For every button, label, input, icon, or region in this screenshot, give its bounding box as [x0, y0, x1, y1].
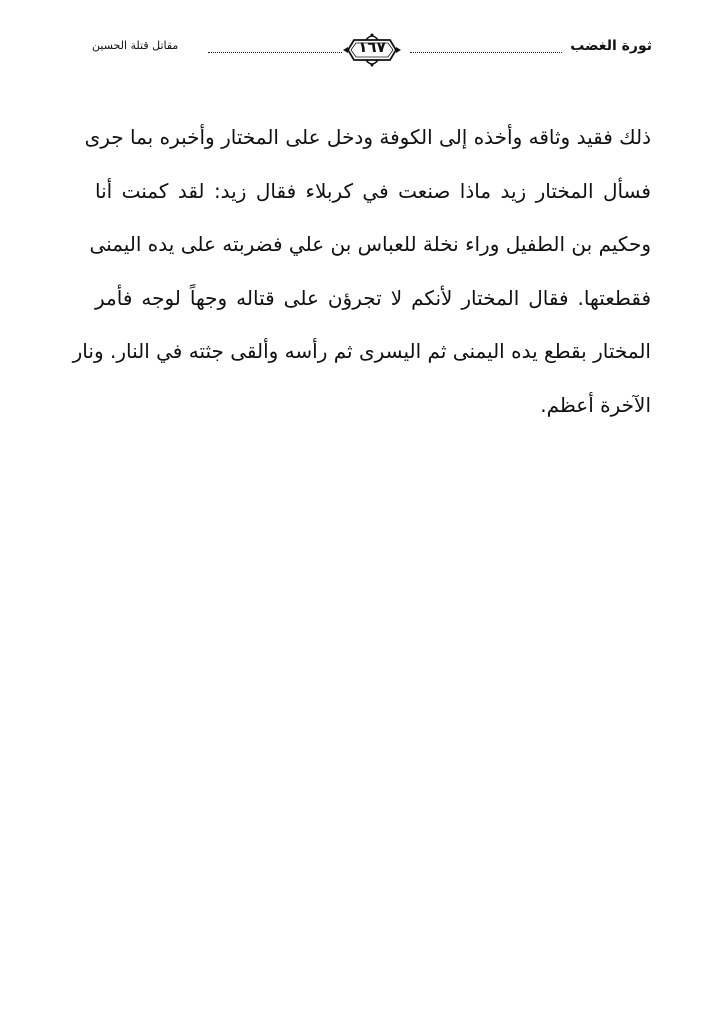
- page-number: ١٦٧: [358, 38, 386, 56]
- text-line: ذلك فقيد وثاقه وأخذه إلى الكوفة ودخل على المختار وأخبره بما جرى: [84, 125, 651, 149]
- text-line: فقطعتها. فقال المختار لأنكم لا تجرؤن على قتاله وجهاً لوجه فأمر: [95, 285, 651, 310]
- text-line: فسأل المختار زيد ماذا صنعت في كربلاء فقال زيد: لقد كمنت أنا: [95, 178, 651, 203]
- book-title: ثورة الغضب: [570, 38, 652, 54]
- header-dotted-leader-left: [208, 52, 342, 53]
- header-dotted-leader-right: [410, 52, 562, 53]
- section-title: مقاتل قتلة الحسين: [92, 39, 179, 52]
- body-paragraph: [72, 118, 651, 439]
- page-number-badge: [342, 30, 402, 70]
- text-line: الآخرة أعظم.: [540, 392, 651, 417]
- text-line: وحكيم بن الطفيل وراء نخلة للعباس بن علي فضربته على يده اليمنى: [89, 232, 651, 256]
- text-line: المختار بقطع يده اليمنى ثم اليسرى ثم رأسه وألقى جثته في النار. ونار: [72, 339, 651, 363]
- page-header: [92, 30, 652, 70]
